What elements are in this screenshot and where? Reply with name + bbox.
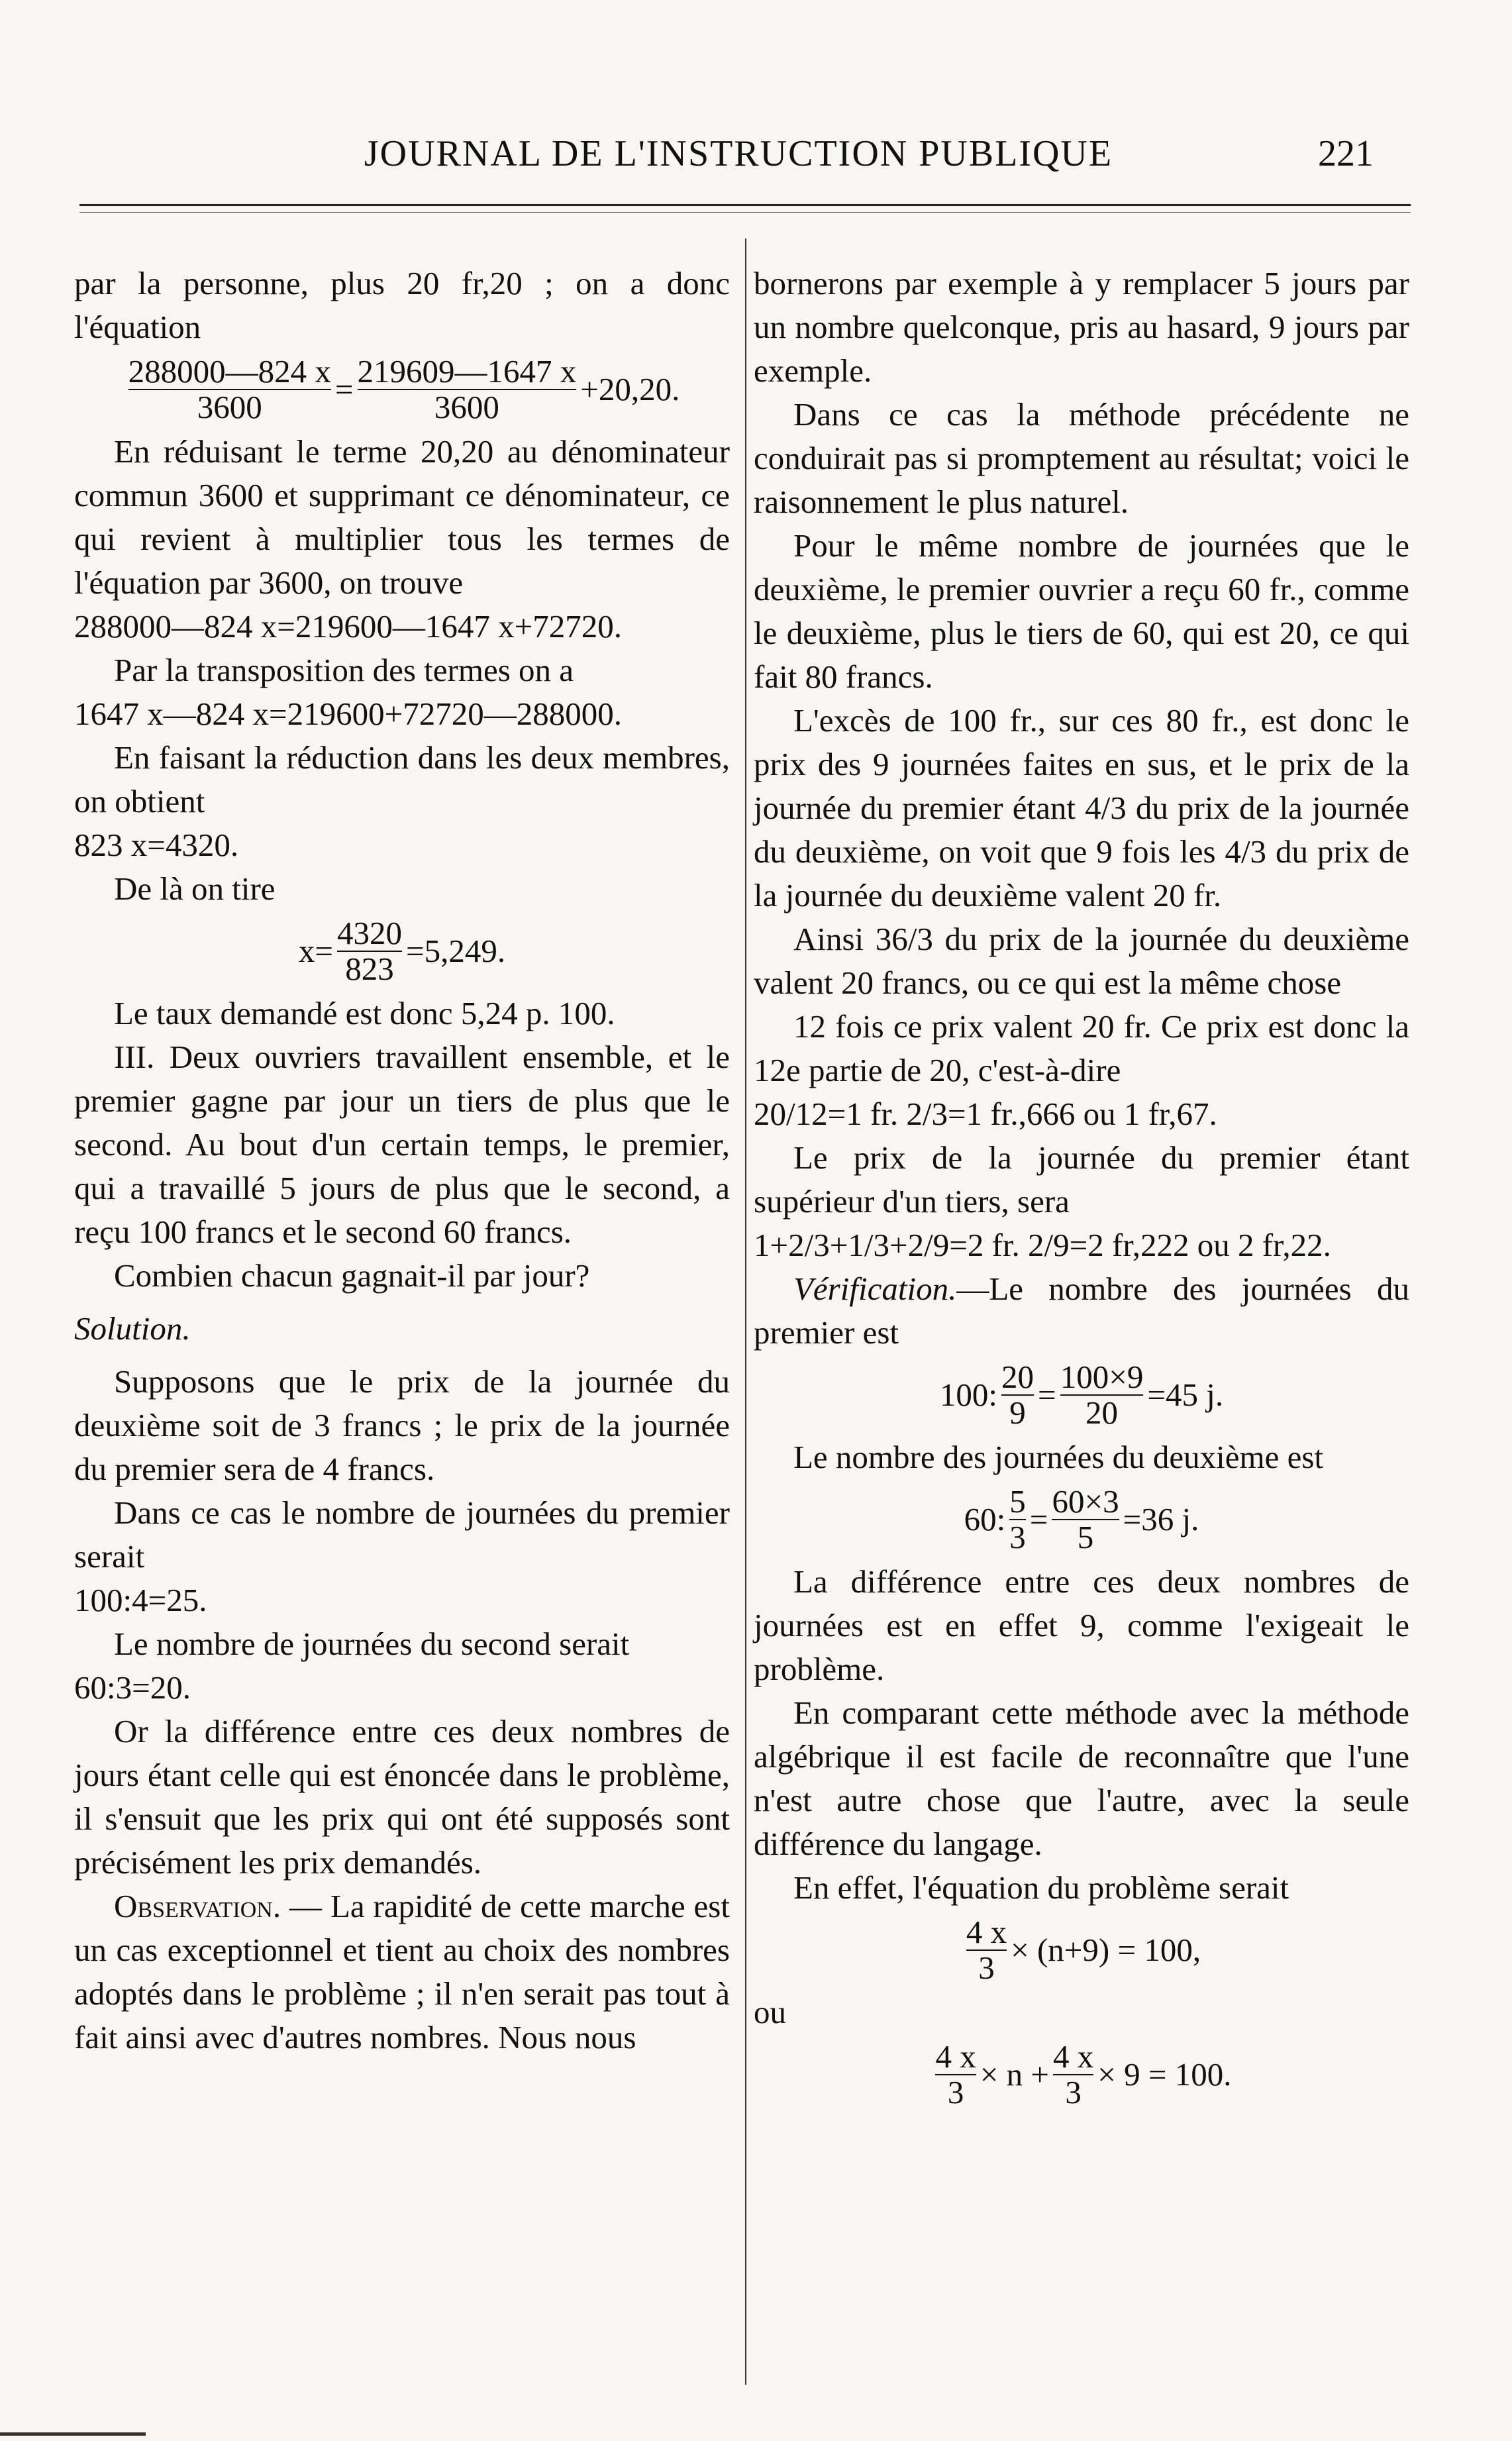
paragraph: Le nombre des journées du deuxième est bbox=[793, 1439, 1324, 1475]
equation-3: 1647 x—824 x=219600+72720—288000. bbox=[74, 696, 623, 732]
equals-sign: = bbox=[1029, 1501, 1048, 1537]
paragraph: Dans ce cas la méthode précédente ne conduirait pas si promptement au résultat; voici le raisonnement le plus naturel. bbox=[754, 396, 1409, 520]
numerator: 20 bbox=[1001, 1359, 1034, 1395]
equation-tail: +20,20. bbox=[580, 371, 680, 407]
paragraph: Ainsi 36/3 du prix de la journée du deuxième valent 20 francs, ou ce qui est la même chose bbox=[754, 921, 1409, 1001]
denominator: 9 bbox=[1001, 1394, 1034, 1430]
verification-paragraph bbox=[754, 1267, 1409, 1355]
denominator: 3 bbox=[966, 1949, 1007, 1985]
denominator: 3 bbox=[935, 2074, 976, 2110]
paragraph: bornerons par exemple à y remplacer 5 jours par un nombre quelconque, pris au hasard, 9 jours par exemple. bbox=[754, 265, 1409, 389]
denominator: 3600 bbox=[358, 389, 577, 425]
left-column bbox=[74, 262, 730, 2059]
paragraph: En réduisant le terme 20,20 au dénominateur commun 3600 et supprimant ce dénominateur, ce qui revient à multiplier tous les termes de l'équation par 3600, on trouve bbox=[74, 433, 730, 601]
numerator: 288000—824 x bbox=[128, 353, 331, 390]
right-column bbox=[754, 262, 1409, 2115]
numerator: 4 x bbox=[935, 2038, 976, 2075]
numerator: 60×3 bbox=[1052, 1483, 1119, 1520]
paragraph: Le prix de la journée du premier étant supérieur d'un tiers, sera bbox=[754, 1139, 1409, 1220]
observation-label: Observation. bbox=[114, 1888, 281, 1924]
equation-6: 100:4=25. bbox=[74, 1582, 207, 1618]
paragraph: Supposons que le prix de la journée du deuxième soit de 3 francs ; le prix de la journée du premier sera de 4 francs. bbox=[74, 1363, 730, 1487]
equation-tail: × 9 = 100. bbox=[1097, 2056, 1232, 2093]
equation-lhs: 60: bbox=[964, 1501, 1006, 1537]
denominator: 3600 bbox=[128, 389, 331, 425]
numerator: 219609—1647 x bbox=[357, 353, 577, 390]
fraction bbox=[1009, 1484, 1026, 1555]
equation-tail: =45 j. bbox=[1147, 1376, 1224, 1413]
fraction bbox=[358, 354, 577, 425]
fraction bbox=[1053, 2040, 1093, 2110]
verification-label: Vérification. bbox=[793, 1271, 957, 1307]
header-rule-thin bbox=[79, 212, 1411, 213]
paragraph: Dans ce cas le nombre de journées du premier serait bbox=[74, 1494, 730, 1575]
denominator: 3 bbox=[1009, 1519, 1026, 1555]
paragraph: La différence entre ces deux nombres de journées est en effet 9, comme l'exigeait le problème. bbox=[754, 1563, 1409, 1687]
journal-title: JOURNAL DE L'INSTRUCTION PUBLIQUE bbox=[364, 133, 1113, 174]
observation-paragraph bbox=[74, 1885, 730, 2059]
numerator: 5 bbox=[1009, 1483, 1026, 1520]
equation-4: 823 x=4320. bbox=[74, 827, 239, 863]
fraction bbox=[935, 2040, 976, 2110]
paragraph: En faisant la réduction dans les deux membres, on obtient bbox=[74, 739, 730, 819]
paragraph: En comparant cette méthode avec la méthode algébrique il est facile de reconnaître que l'une n'est autre chose que l'autre, avec la seule différence du langage. bbox=[754, 1694, 1409, 1862]
paragraph: L'excès de 100 fr., sur ces 80 fr., est donc le prix des 9 journées faites en sus, et le prix de la journée du premier étant 4/3 du prix de la journée du deuxième, on voit que 9 fois les 4/3 du prix de la journée du deuxième valent 20 fr. bbox=[754, 702, 1409, 913]
numerator: 4 x bbox=[1053, 2038, 1094, 2075]
fraction bbox=[1001, 1360, 1034, 1430]
fraction bbox=[337, 916, 402, 986]
equation-lhs: 100: bbox=[939, 1376, 998, 1413]
equation-tail: =36 j. bbox=[1123, 1501, 1199, 1537]
equation-lhs: x= bbox=[298, 933, 333, 969]
page-edge-mark bbox=[0, 2432, 146, 2436]
paragraph: En effet, l'équation du problème serait bbox=[793, 1869, 1289, 1906]
equation-5 bbox=[74, 916, 730, 986]
equals-sign: = bbox=[334, 371, 354, 407]
paragraph: Or la différence entre ces deux nombres de jours étant celle qui est énoncée dans le problème, il s'ensuit que les prix qui ont été supposés sont précisément les prix demandés. bbox=[74, 1713, 730, 1881]
column-divider bbox=[745, 238, 746, 2385]
problem-question: Combien chacun gagnait-il par jour? bbox=[114, 1257, 590, 1294]
paragraph: Par la transposition des termes on a bbox=[114, 652, 574, 688]
equation-1 bbox=[74, 354, 730, 425]
paragraph: Pour le même nombre de journées que le deuxième, le premier ouvrier a reçu 60 fr., comme le deuxième, plus le tiers de 60, qui est 20, ce qui fait 80 francs. bbox=[754, 527, 1409, 695]
conjunction-ou: ou bbox=[754, 1994, 786, 2030]
page-number: 221 bbox=[1318, 133, 1374, 174]
fraction bbox=[1060, 1360, 1144, 1430]
numerator: 4 x bbox=[966, 1914, 1007, 1950]
denominator: 823 bbox=[337, 951, 402, 986]
equation-tail: =5,249. bbox=[406, 933, 506, 969]
numerator: 4320 bbox=[337, 915, 402, 951]
observation-text: — La rapidité de cette marche est un cas exceptionnel et tient au choix des nombres adoptés dans le problème ; il n'en serait pas tout à fait ainsi avec d'autres nombres. Nous nous bbox=[74, 1888, 730, 2055]
denominator: 3 bbox=[1053, 2074, 1093, 2110]
equation-8: 20/12=1 fr. 2/3=1 fr.,666 ou 1 fr,67. bbox=[754, 1096, 1217, 1132]
equation-12 bbox=[754, 1915, 1409, 1985]
equation-tail: × (n+9) = 100, bbox=[1011, 1932, 1201, 1968]
paragraph: par la personne, plus 20 fr,20 ; on a donc l'équation bbox=[74, 265, 730, 345]
denominator: 5 bbox=[1052, 1519, 1119, 1555]
paragraph: Le taux demandé est donc 5,24 p. 100. bbox=[114, 995, 615, 1031]
equals-sign: = bbox=[1038, 1376, 1056, 1413]
fraction bbox=[966, 1915, 1007, 1985]
paragraph: Le nombre de journées du second serait bbox=[114, 1626, 630, 1662]
equation-2: 288000—824 x=219600—1647 x+72720. bbox=[74, 608, 623, 645]
paragraph: De là on tire bbox=[114, 870, 276, 907]
solution-heading: Solution. bbox=[74, 1310, 191, 1347]
equation-10 bbox=[754, 1360, 1409, 1430]
equation-middle: × n + bbox=[980, 2056, 1049, 2093]
equation-11 bbox=[754, 1484, 1409, 1555]
equation-13 bbox=[754, 2040, 1409, 2110]
problem-statement: III. Deux ouvriers travaillent ensemble, et le premier gagne par jour un tiers de plus que le second. Au bout d'un certain temps, le premier, qui a travaillé 5 jours de plus que le second, a reçu 100 francs et le second 60 francs. bbox=[74, 1039, 730, 1250]
paragraph: 12 fois ce prix valent 20 fr. Ce prix est donc la 12e partie de 20, c'est-à-dire bbox=[754, 1008, 1409, 1088]
equation-9: 1+2/3+1/3+2/9=2 fr. 2/9=2 fr,222 ou 2 fr,22. bbox=[754, 1227, 1331, 1263]
numerator: 100×9 bbox=[1060, 1359, 1144, 1395]
verification-text: —Le nombre des journées du premier est bbox=[754, 1271, 1409, 1351]
fraction bbox=[1052, 1484, 1119, 1555]
equation-7: 60:3=20. bbox=[74, 1669, 191, 1706]
fraction bbox=[128, 354, 331, 425]
header-rule bbox=[79, 204, 1411, 206]
running-head bbox=[0, 132, 1512, 185]
denominator: 20 bbox=[1060, 1394, 1144, 1430]
